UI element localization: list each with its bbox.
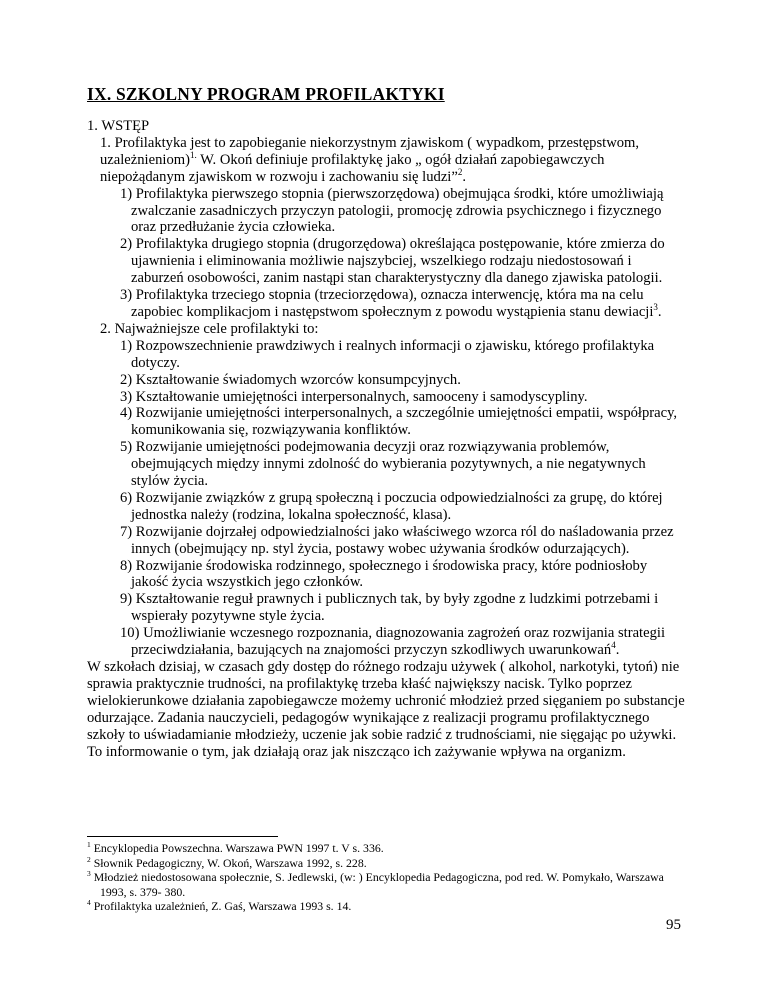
list-item — [87, 287, 687, 321]
footnote — [87, 841, 692, 856]
list-item-text: 8) Rozwijanie środowiska rodzinnego, społecznego i środowiska pracy, które podniosłoby jakość życia wszystkich jego członków. — [120, 557, 648, 591]
page-number: 95 — [666, 917, 681, 933]
intro-text-a: 1. Profilaktyka jest to zapobieganie niekorzystnym zjawiskom ( wypadkom, przestępstwom, uzależnieniom) — [100, 134, 640, 168]
intro-paragraph — [87, 135, 687, 186]
list-item-text: 1) Profilaktyka pierwszego stopnia (pierwszorzędowa) obejmująca środki, które umożliwiają zwalczanie zasadniczych przyczyn patologii, promocję zdrowia psychicznego i fizycznego oraz przedłużanie życia człowieka. — [120, 185, 664, 236]
chapter-title: IX. SZKOLNY PROGRAM PROFILAKTYKI — [87, 84, 445, 104]
list-item-text: 3) Kształtowanie umiejętności interpersonalnych, samooceny i samodyscypliny. — [120, 388, 588, 405]
intro-text-c: . — [462, 168, 466, 185]
footnote-ref-4: 4 — [611, 640, 616, 651]
list-item-text: 6) Rozwijanie związków z grupą społeczną i poczucia odpowiedzialności za grupę, do której jednostka należy (rodzina, lokalna społeczność, klasa). — [120, 489, 663, 523]
list-item-tail: . — [657, 303, 662, 320]
list-item-text: 5) Rozwijanie umiejętności podejmowania decyzji oraz rozwiązywania problemów, obejmujących między innymi zdolność do wybierania pozytywnych, a nie negatywnych stylów życia. — [120, 439, 646, 490]
footnotes — [87, 841, 692, 914]
footnote-separator — [87, 836, 278, 837]
footnote-ref-2: 2 — [457, 166, 463, 177]
footnote — [87, 870, 692, 899]
section-heading: 1. WSTĘP — [87, 118, 150, 134]
footnote-text: Profilaktyka uzależnień, Z. Gaś, Warszawa 1993 s. 14. — [90, 899, 352, 914]
intro-text-b: W. Okoń definiuje profilaktykę jako „ ogół działań zapobiegawczych niepożądanym zjawiskom w rozwoju i zachowaniu się ludzi” — [100, 151, 605, 185]
goals-heading: 2. Najważniejsze cele profilaktyki to: — [100, 320, 319, 337]
list-item-text: 2) Kształtowanie świadomych wzorców konsumpcyjnych. — [120, 371, 461, 388]
footnote — [87, 856, 692, 871]
footnote-number: 4 — [87, 898, 91, 908]
list-item-text: 10) Umożliwianie wczesnego rozpoznania, diagnozowania zagrożeń oraz rozwijania strategii przeciwdziałania, bazujących na znajomości przyczyn szkodliwych uwarunkowań — [120, 625, 665, 659]
list-item-tail: . — [615, 642, 620, 659]
list-item-text: 1) Rozpowszechnienie prawdziwych i realnych informacji o zjawisku, którego profilaktyka dotyczy. — [120, 337, 655, 371]
list-item-text: 9) Kształtowanie reguł prawnych i publicznych tak, by były zgodne z ludzkimi potrzebami i wspierały pozytywne style życia. — [120, 591, 659, 625]
closing-paragraph: W szkołach dzisiaj, w czasach gdy dostęp do różnego rodzaju używek ( alkohol, narkotyki, tytoń) nie sprawia praktycznie trudności, na profilaktykę trzeba kłaść największy nacisk. Tylko poprzez wielokierunkowe działania zapobiegawcze możemy uchronić młodzież przed sięganiem po substancje odurzające. Zadania nauczycieli, pedagogów wynikające z realizacji programu profilaktycznego szkoły to uświadamianie młodzieży, uczenie jak sobie radzić z trudnościami, nie sięgając po używki. To informowanie o tym, jak działają oraz jak niszcząco ich zażywanie wpływa na organizm. — [87, 659, 685, 760]
list-item-text: 2) Profilaktyka drugiego stopnia (drugorzędowa) określająca postępowanie, które zmierza do ujawnienia i eliminowania możliwie najszybciej, wszelkiego rodzaju niedostosowań i zaburzeń osobowości, zanim nastąpi stan charakterystyczny dla danego zjawiska patologii. — [120, 236, 665, 287]
footnote-number: 1 — [87, 840, 91, 850]
list-item — [87, 338, 687, 372]
list-item — [87, 524, 687, 558]
list-item — [87, 591, 687, 625]
list-item-text: 7) Rozwijanie dojrzałej odpowiedzialności jako właściwego wzorca ról do naśladowania przez innych (obejmujący np. styl życia, postawy wobec używania środków odurzających). — [120, 523, 674, 557]
body-text — [87, 118, 687, 760]
list-item — [87, 439, 687, 490]
list-item-text: 4) Rozwijanie umiejętności interpersonalnych, a szczególnie umiejętności empatii, współpracy, komunikowania się, rozwiązywania konfliktów. — [120, 405, 678, 439]
footnote-text: Młodzież niedostosowana społecznie, S. Jedlewski, (w: ) Encyklopedia Pedagogiczna, pod red. W. Pomykało, Warszawa 1993, s. 379- 380. — [90, 870, 664, 899]
footnote-text: Słownik Pedagogiczny, W. Okoń, Warszawa 1992, s. 228. — [90, 855, 367, 870]
list-item — [87, 625, 687, 659]
list-item — [87, 558, 687, 592]
list-item — [87, 405, 687, 439]
goals-list — [87, 338, 687, 659]
footnote-number: 2 — [87, 854, 91, 864]
footnote-text: Encyklopedia Powszechna. Warszawa PWN 1997 t. V s. 336. — [90, 841, 384, 855]
footnote-ref-3: 3 — [653, 302, 658, 313]
footnote-number: 3 — [87, 869, 91, 879]
list-item — [87, 490, 687, 524]
list-item — [87, 372, 687, 389]
list-item — [87, 389, 687, 406]
prevention-levels-list — [87, 186, 687, 321]
list-item-text: 3) Profilaktyka trzeciego stopnia (trzeciorzędowa), oznacza interwencję, która ma na celu zapobiec komplikacjom i następstwom społecznym z powodu wystąpienia stanu dewiacji — [120, 287, 654, 320]
footnote — [87, 899, 692, 914]
list-item — [87, 236, 687, 287]
footnote-ref-1: 1. — [189, 149, 197, 160]
list-item — [87, 186, 687, 237]
